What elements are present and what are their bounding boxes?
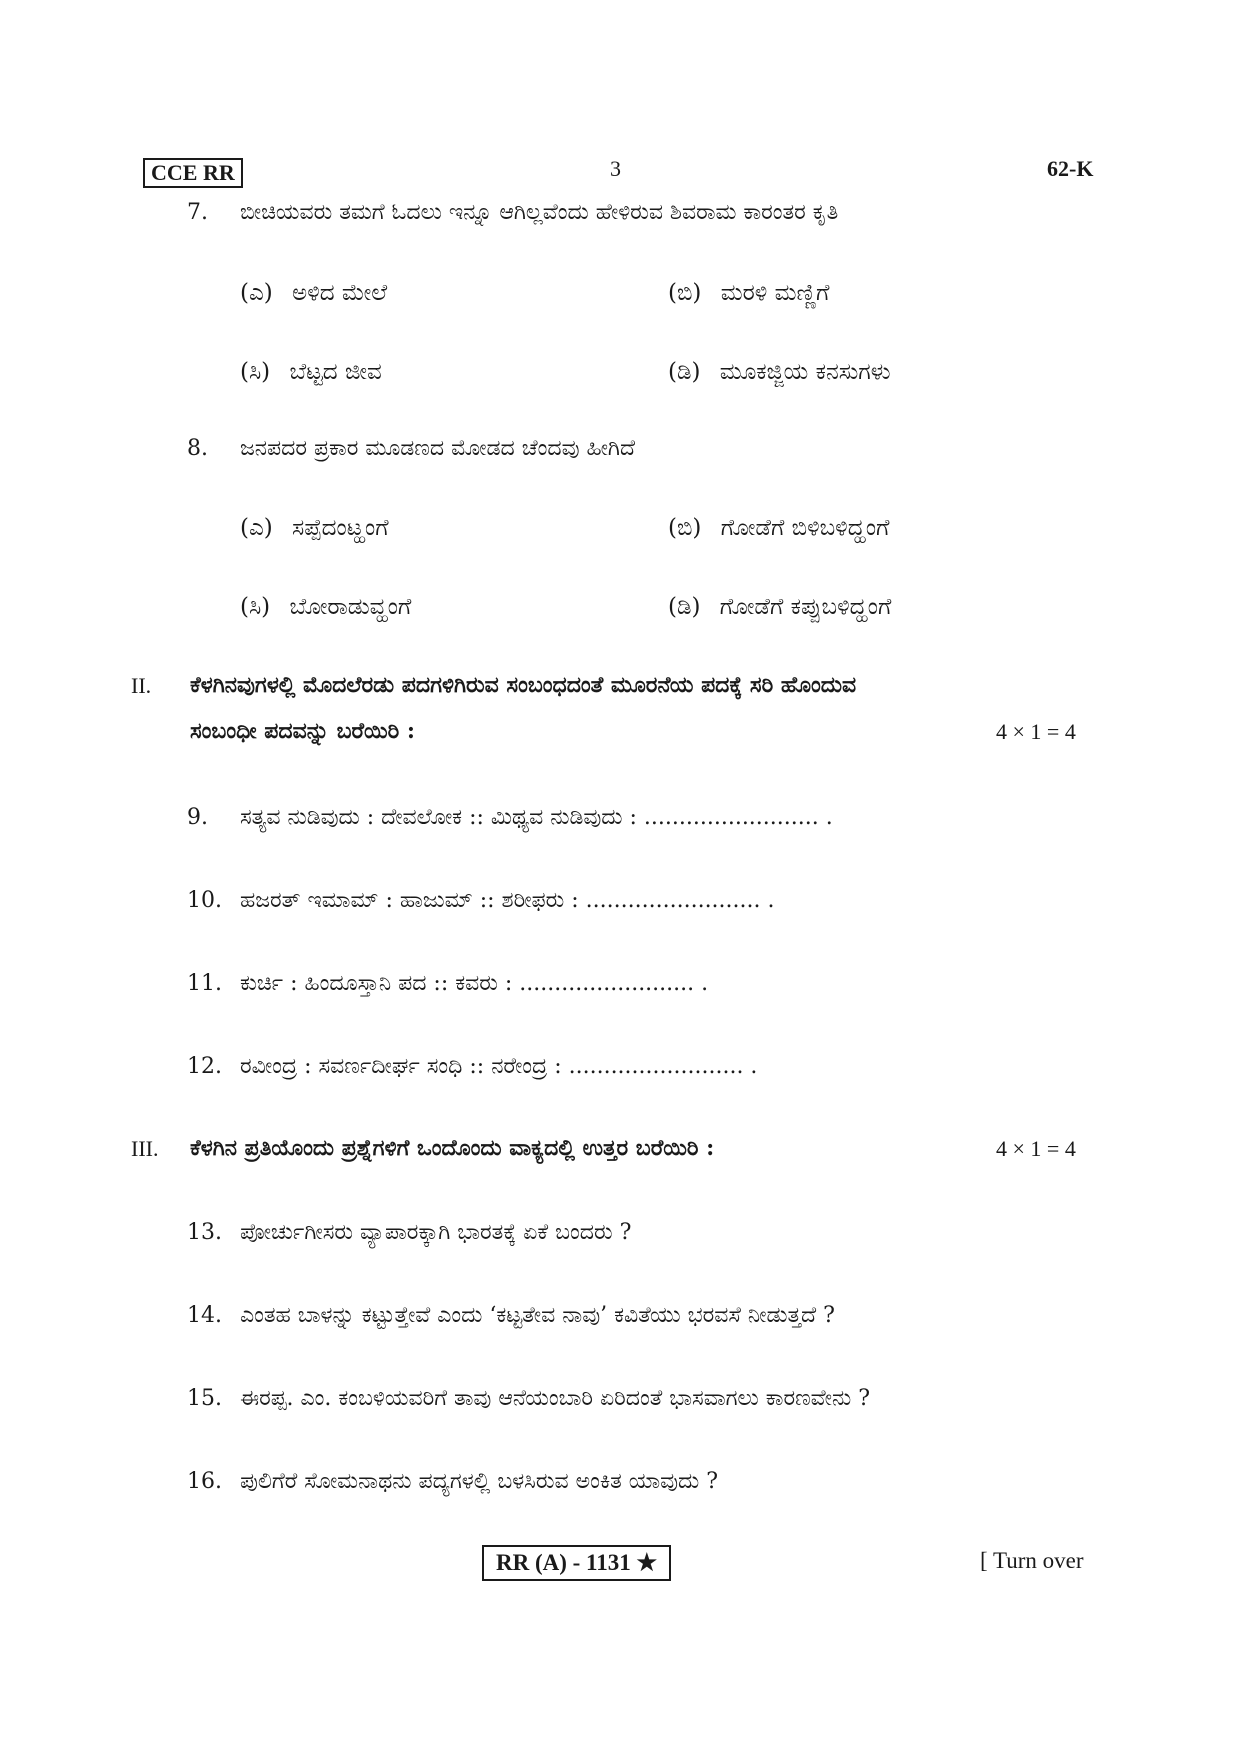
option-text: ಮೂಕಜ್ಜಿಯ ಕನಸುಗಳು [719,359,891,385]
question-11-number: 11. [187,971,222,996]
question-10-text: ಹಜರತ್ ಇಮಾಮ್ : ಹಾಜುಮ್ :: ಶರೀಫರು : ......................... . [240,888,775,913]
question-12-text: ರವೀಂದ್ರ : ಸವರ್ಣದೀರ್ಘ ಸಂಧಿ :: ನರೇಂದ್ರ : ......................... . [240,1054,758,1079]
exam-code-box: CCE RR [143,158,243,188]
option-8a [240,513,389,543]
question-14-number: 14. [187,1303,222,1328]
question-7 [187,198,208,228]
question-9-text: ಸತ್ಯವ ನುಡಿವುದು : ದೇವಲೋಕ :: ಮಿಥ್ಯವ ನುಡಿವುದು : ......................... . [240,805,833,830]
question-16-text: ಪುಲಿಗೆರೆ ಸೋಮನಾಥನು ಪದ್ಯಗಳಲ್ಲಿ ಬಳಸಿರುವ ಅಂಕಿತ ಯಾವುದು ? [240,1469,719,1494]
option-label: (ಎ) [240,280,273,306]
paper-code: 62-K [1047,156,1094,181]
question-12-number: 12. [187,1054,222,1079]
section-3-number: III. [131,1136,159,1161]
section-2-marks: 4 × 1 = 4 [996,719,1076,744]
page-number: 3 [610,156,621,181]
option-text: ಸಪ್ಪೆದಂಟ್ಹಂಗೆ [292,515,389,541]
section-3-instruction: ಕೆಳಗಿನ ಪ್ರತಿಯೊಂದು ಪ್ರಶ್ನೆಗಳಿಗೆ ಒಂದೊಂದು ವಾಕ್ಯದಲ್ಲಿ ಉತ್ತರ ಬರೆಯಿರಿ : [190,1135,715,1161]
option-text: ಗೋಡೆಗೆ ಕಪ್ಪುಬಳಿದ್ಹಂಗೆ [719,594,892,620]
question-7-text: ಬೀಚಿಯವರು ತಮಗೆ ಓದಲು ಇನ್ನೂ ಆಗಿಲ್ಲವೆಂದು ಹೇಳಿರುವ ಶಿವರಾಮ ಕಾರಂತರ ಕೃತಿ [240,200,839,225]
option-label: (ಸಿ) [240,359,271,385]
option-8b [668,513,889,543]
section-3-marks: 4 × 1 = 4 [996,1136,1076,1161]
question-16-number: 16. [187,1469,222,1494]
question-15-number: 15. [187,1386,222,1411]
option-7d [668,357,891,387]
option-label: (ಬಿ) [668,280,702,306]
question-14-text: ಎಂತಹ ಬಾಳನ್ನು ಕಟ್ಟುತ್ತೇವೆ ಎಂದು ‘ಕಟ್ಟತೇವ ನಾವು’ ಕವಿತೆಯು ಭರವಸೆ ನೀಡುತ್ತದೆ ? [240,1303,835,1328]
section-2-number: II. [131,673,152,698]
option-label: (ಡಿ) [668,594,701,620]
question-number: 7. [187,200,208,225]
question-number: 8. [187,436,208,461]
option-label: (ಸಿ) [240,594,271,620]
question-15-text: ಈರಪ್ಪ. ಎಂ. ಕಂಬಳಿಯವರಿಗೆ ತಾವು ಆನೆಯಂಬಾರಿ ಏರಿದಂತೆ ಭಾಸವಾಗಲು ಕಾರಣವೇನು ? [240,1386,871,1411]
question-8-text: ಜನಪದರ ಪ್ರಕಾರ ಮೂಡಣದ ಮೋಡದ ಚೆಂದವು ಹೀಗಿದೆ [240,436,636,461]
option-text: ಗೋಡೆಗೆ ಬಿಳಿಬಳಿದ್ಹಂಗೆ [720,515,890,541]
option-text: ಬೋರಾಡುವ್ಹಂಗೆ [289,594,412,620]
option-label: (ಬಿ) [668,515,702,541]
question-8 [187,434,208,464]
section-2-instruction-line1: ಕೆಳಗಿನವುಗಳಲ್ಲಿ ಮೊದಲೆರಡು ಪದಗಳಿಗಿರುವ ಸಂಬಂಧದಂತೆ ಮೂರನೆಯ ಪದಕ್ಕೆ ಸರಿ ಹೊಂದುವ [190,672,857,698]
section-2-instruction-line2: ಸಂಬಂಧೀ ಪದವನ್ನು ಬರೆಯಿರಿ : [190,718,416,744]
question-10-number: 10. [187,888,222,913]
option-label: (ಡಿ) [668,359,701,385]
turn-over-note: [ Turn over [980,1548,1084,1573]
question-13-text: ಪೋರ್ಚುಗೀಸರು ವ್ಯಾಪಾರಕ್ಕಾಗಿ ಭಾರತಕ್ಕೆ ಏಕೆ ಬಂದರು ? [240,1220,632,1245]
option-text: ಬೆಟ್ಟದ ಜೀವ [289,359,382,385]
question-9-number: 9. [187,805,208,830]
option-text: ಅಳಿದ ಮೇಲೆ [292,280,388,306]
question-13-number: 13. [187,1220,222,1245]
option-8c [240,592,411,622]
option-8d [668,592,891,622]
option-label: (ಎ) [240,515,273,541]
question-11-text: ಕುರ್ಚಿ : ಹಿಂದೂಸ್ತಾನಿ ಪದ :: ಕವರು : ......................... . [240,971,709,996]
option-7b [668,278,829,308]
footer-exam-code-box: RR (A) - 1131 ★ [482,1545,671,1581]
option-text: ಮರಳಿ ಮಣ್ಣಿಗೆ [720,280,830,306]
option-7c [240,357,382,387]
option-7a [240,278,387,308]
